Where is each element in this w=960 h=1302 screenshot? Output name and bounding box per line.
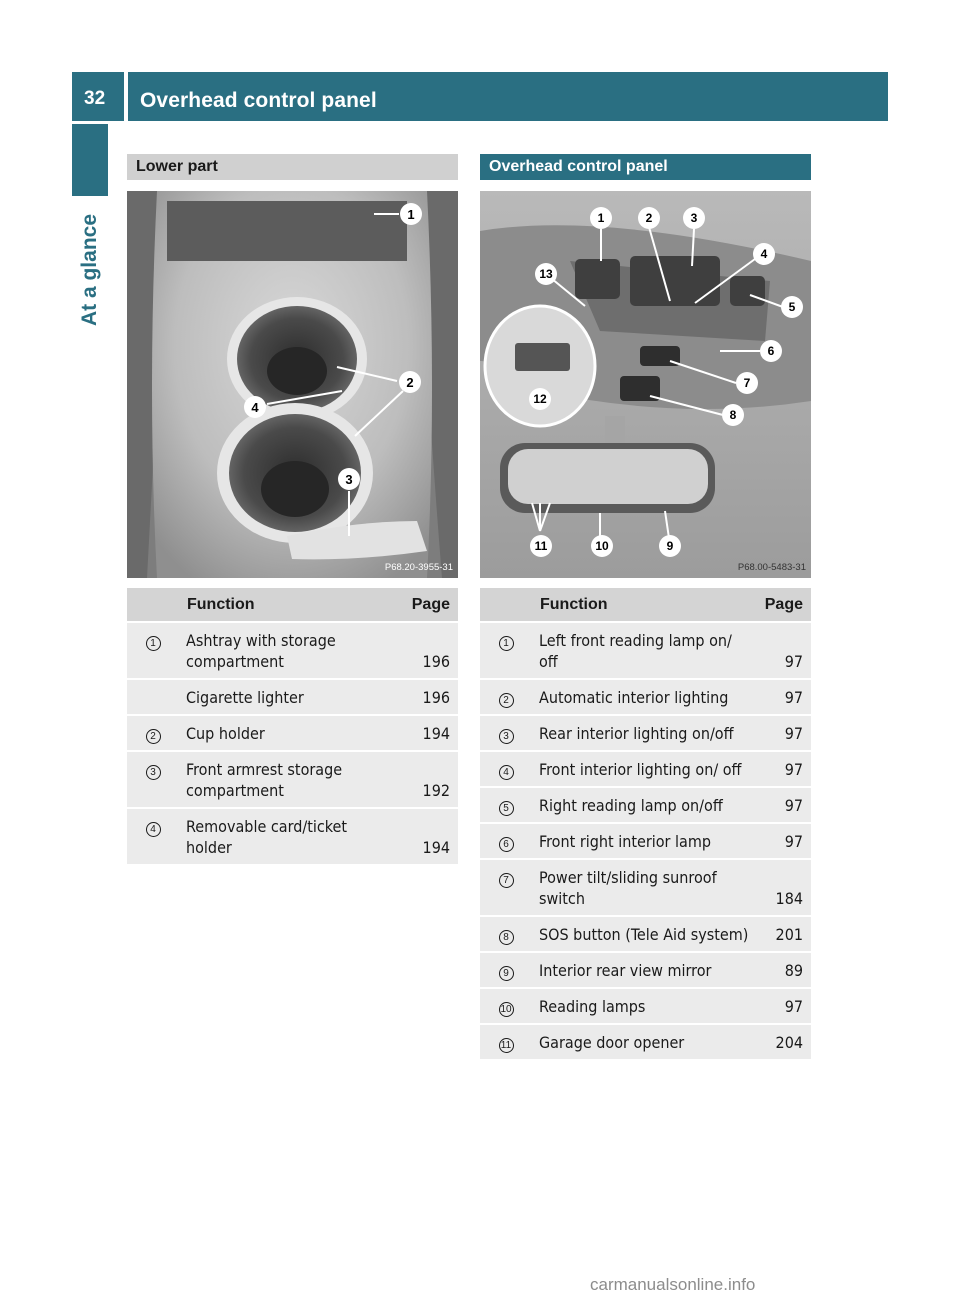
row-page: 97	[757, 823, 811, 859]
section-heading: Overhead control panel	[480, 154, 811, 180]
figure-code: P68.20-3955-31	[384, 562, 453, 573]
page-column-header: Page	[404, 588, 458, 622]
callout-11: 11	[534, 539, 548, 553]
row-number	[127, 622, 179, 679]
row-function: Ashtray with storage compartment	[179, 622, 404, 679]
row-page: 196	[404, 622, 458, 679]
table-header-row	[127, 588, 458, 622]
table-row	[480, 823, 811, 859]
row-function: Left front reading lamp on/ off	[532, 622, 757, 679]
side-tab-marker	[72, 124, 108, 196]
callout-10: 10	[595, 539, 609, 553]
row-page: 97	[757, 787, 811, 823]
callout-9: 9	[666, 539, 674, 553]
table-row	[480, 787, 811, 823]
table-row	[480, 952, 811, 988]
row-page: 196	[404, 679, 458, 715]
row-page: 194	[404, 715, 458, 751]
callout-badge: 11	[499, 1038, 514, 1053]
callout-badge: 2	[499, 693, 514, 708]
callout-badge: 1	[499, 636, 514, 651]
overhead-panel-figure	[480, 191, 811, 578]
lower-part-table	[127, 588, 458, 866]
row-number	[480, 679, 532, 715]
row-page: 97	[757, 715, 811, 751]
header-separator	[124, 72, 128, 121]
row-number	[127, 679, 179, 715]
row-page: 184	[757, 859, 811, 916]
row-function: Cigarette lighter	[179, 679, 404, 715]
row-number	[480, 751, 532, 787]
lower-part-section	[127, 154, 458, 866]
row-function: Automatic interior lighting	[532, 679, 757, 715]
num-column-header	[480, 588, 532, 622]
callout-5: 5	[788, 300, 796, 314]
callout-badge: 4	[146, 822, 161, 837]
table-row	[127, 751, 458, 808]
overhead-panel-table	[480, 588, 811, 1061]
table-row	[480, 751, 811, 787]
table-row	[480, 679, 811, 715]
callout-3: 3	[690, 211, 698, 225]
row-function: Cup holder	[179, 715, 404, 751]
function-column-header: Function	[532, 588, 757, 622]
row-number	[480, 859, 532, 916]
callout-badge: 8	[499, 930, 514, 945]
callout-7: 7	[743, 376, 751, 390]
callout-badge: 3	[146, 765, 161, 780]
row-page: 97	[757, 988, 811, 1024]
row-page: 97	[757, 679, 811, 715]
row-function: Front interior lighting on/ off	[532, 751, 757, 787]
row-page: 97	[757, 622, 811, 679]
row-page: 192	[404, 751, 458, 808]
row-number	[480, 988, 532, 1024]
callout-1: 1	[407, 207, 415, 222]
watermark: carmanualsonline.info	[590, 1275, 756, 1294]
row-function: Power tilt/sliding sunroof switch	[532, 859, 757, 916]
row-number	[480, 916, 532, 952]
page-column-header: Page	[757, 588, 811, 622]
row-function: Interior rear view mirror	[532, 952, 757, 988]
num-column-header	[127, 588, 179, 622]
row-number	[480, 622, 532, 679]
callout-1: 1	[597, 211, 605, 225]
row-number	[127, 751, 179, 808]
function-column-header: Function	[179, 588, 404, 622]
console-illustration	[127, 191, 458, 578]
callout-6: 6	[767, 344, 775, 358]
table-row	[480, 1024, 811, 1060]
overhead-panel-illustration	[480, 191, 811, 578]
row-function: Reading lamps	[532, 988, 757, 1024]
table-row	[127, 715, 458, 751]
row-page: 97	[757, 751, 811, 787]
table-row	[480, 715, 811, 751]
row-page: 194	[404, 808, 458, 865]
page-number: 32	[84, 88, 106, 109]
row-number	[127, 715, 179, 751]
row-page: 201	[757, 916, 811, 952]
overhead-panel-section	[480, 154, 811, 1061]
table-row	[127, 808, 458, 865]
callout-badge: 1	[146, 636, 161, 651]
callout-3: 3	[345, 472, 353, 487]
side-tab	[72, 200, 108, 340]
side-tab-label: At a glance	[78, 213, 101, 327]
callout-badge: 2	[146, 729, 161, 744]
table-row	[480, 916, 811, 952]
callout-badge: 3	[499, 729, 514, 744]
section-heading: Lower part	[127, 154, 458, 180]
row-number	[480, 715, 532, 751]
callout-badge: 6	[499, 837, 514, 852]
row-function: Removable card/ticket holder	[179, 808, 404, 865]
callout-2: 2	[645, 211, 653, 225]
row-function: Rear interior lighting on/off	[532, 715, 757, 751]
row-function: Garage door opener	[532, 1024, 757, 1060]
figure-code: P68.00-5483-31	[737, 562, 806, 573]
callout-badge: 5	[499, 801, 514, 816]
callout-12: 12	[533, 392, 547, 406]
callout-badge: 7	[499, 873, 514, 888]
page-title: Overhead control panel	[140, 89, 377, 112]
callout-2: 2	[406, 375, 414, 390]
callout-badge: 4	[499, 765, 514, 780]
callout-13: 13	[539, 267, 553, 281]
callout-8: 8	[729, 408, 737, 422]
table-row	[480, 622, 811, 679]
row-function: SOS button (Tele Aid system)	[532, 916, 757, 952]
row-function: Front right interior lamp	[532, 823, 757, 859]
table-row	[480, 988, 811, 1024]
row-number	[480, 787, 532, 823]
row-number	[480, 952, 532, 988]
callout-4: 4	[760, 247, 768, 261]
row-function: Right reading lamp on/off	[532, 787, 757, 823]
callout-badge: 9	[499, 966, 514, 981]
table-row	[127, 679, 458, 715]
row-number	[480, 1024, 532, 1060]
row-page: 89	[757, 952, 811, 988]
table-row	[480, 859, 811, 916]
row-page: 204	[757, 1024, 811, 1060]
lower-part-figure	[127, 191, 458, 578]
callout-4: 4	[251, 400, 259, 415]
row-number	[480, 823, 532, 859]
table-header-row	[480, 588, 811, 622]
row-number	[127, 808, 179, 865]
row-function: Front armrest storage compartment	[179, 751, 404, 808]
callout-badge: 10	[500, 1004, 512, 1015]
table-row	[127, 622, 458, 679]
